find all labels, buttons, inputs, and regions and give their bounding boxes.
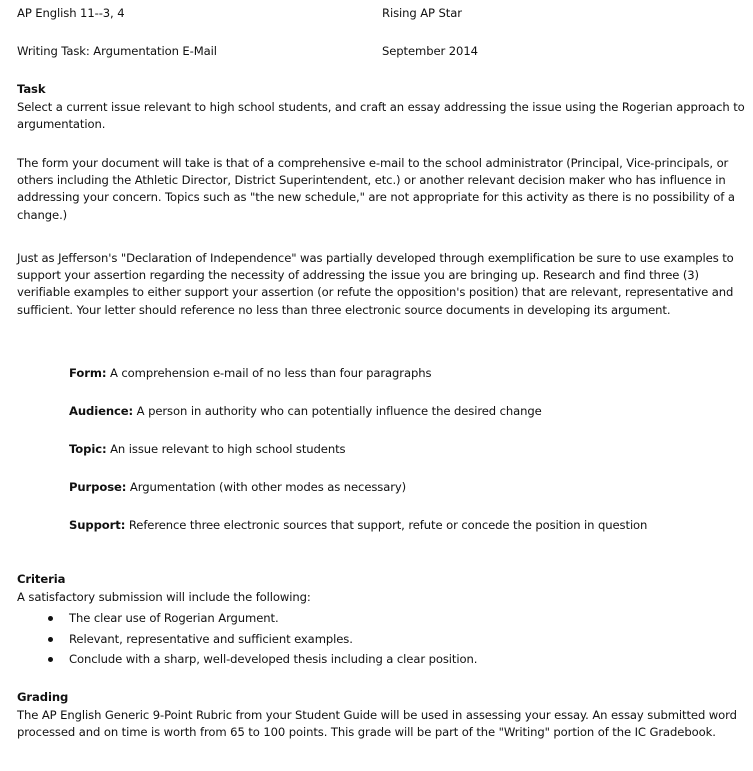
task-paragraph-3: Just as Jefferson's "Declaration of Independence" was partially developed through exemplification be sure to use examples to support your assertion regarding the necessity of addressing the issue you are bringing up. Research and find three (3) verifiable examples to either support your assertion (or refute the opposition's position) that are relevant, representative and sufficient. Your letter should reference no less than three electronic source documents in developing its argument. [17, 251, 734, 317]
grading-paragraph: The AP English Generic 9-Point Rubric from your Student Guide will be used in assessing your essay. An essay submitted word processed and on time is worth from 65 to 100 points. This grade will be part of the "Writing" portion of the IC Gradebook. [17, 708, 737, 740]
spec-topic-label: Topic: [69, 442, 107, 456]
list-item [17, 649, 477, 670]
spec-support-text: Reference three electronic sources that support, refute or concede the position in question [125, 518, 648, 532]
spec-audience-text: A person in authority who can potentially influence the desired change [133, 404, 542, 418]
bullet-icon [48, 657, 53, 662]
spec-purpose-text: Argumentation (with other modes as necessary) [126, 480, 407, 494]
spec-support [69, 516, 753, 535]
grading-heading: Grading [17, 690, 69, 704]
bullet-icon [48, 616, 53, 621]
criteria-item-text: The clear use of Rogerian Argument. [69, 611, 279, 625]
spec-purpose-label: Purpose: [69, 480, 127, 494]
spec-support-label: Support: [69, 518, 126, 532]
task-paragraph-1: Select a current issue relevant to high school students, and craft an essay addressing the issue using the Rogerian approach to argumentation. [17, 100, 745, 132]
criteria-heading: Criteria [17, 572, 66, 586]
bullet-icon [48, 637, 53, 642]
spec-topic [69, 440, 739, 459]
task-title: Writing Task: Argumentation E-Mail [17, 44, 217, 58]
spec-purpose [69, 478, 739, 497]
criteria-intro: A satisfactory submission will include the following: [17, 590, 311, 604]
spec-topic-text: An issue relevant to high school students [106, 442, 346, 456]
course-name: AP English 11--3, 4 [17, 6, 125, 20]
task-heading: Task [17, 82, 46, 96]
list-item [17, 629, 477, 650]
spec-form-text: A comprehension e-mail of no less than four paragraphs [106, 366, 432, 380]
program-name: Rising AP Star [382, 6, 462, 20]
spec-form [69, 364, 739, 383]
list-item [17, 608, 477, 629]
task-paragraph-2: The form your document will take is that of a comprehensive e-mail to the school administrator (Principal, Vice-principals, or others including the Athletic Director, District Superintendent, etc.) or another relevant decision maker who has influence in addressing your concern. Topics such as "the new schedule," are not appropriate for this activity as there is no possibility of a change.) [17, 156, 735, 222]
criteria-item-text: Conclude with a sharp, well-developed thesis including a clear position. [69, 652, 478, 666]
spec-audience [69, 402, 739, 421]
document-date: September 2014 [382, 44, 478, 58]
spec-audience-label: Audience: [69, 404, 134, 418]
spec-form-label: Form: [69, 366, 107, 380]
criteria-item-text: Relevant, representative and sufficient examples. [69, 631, 353, 646]
criteria-list [17, 608, 477, 670]
